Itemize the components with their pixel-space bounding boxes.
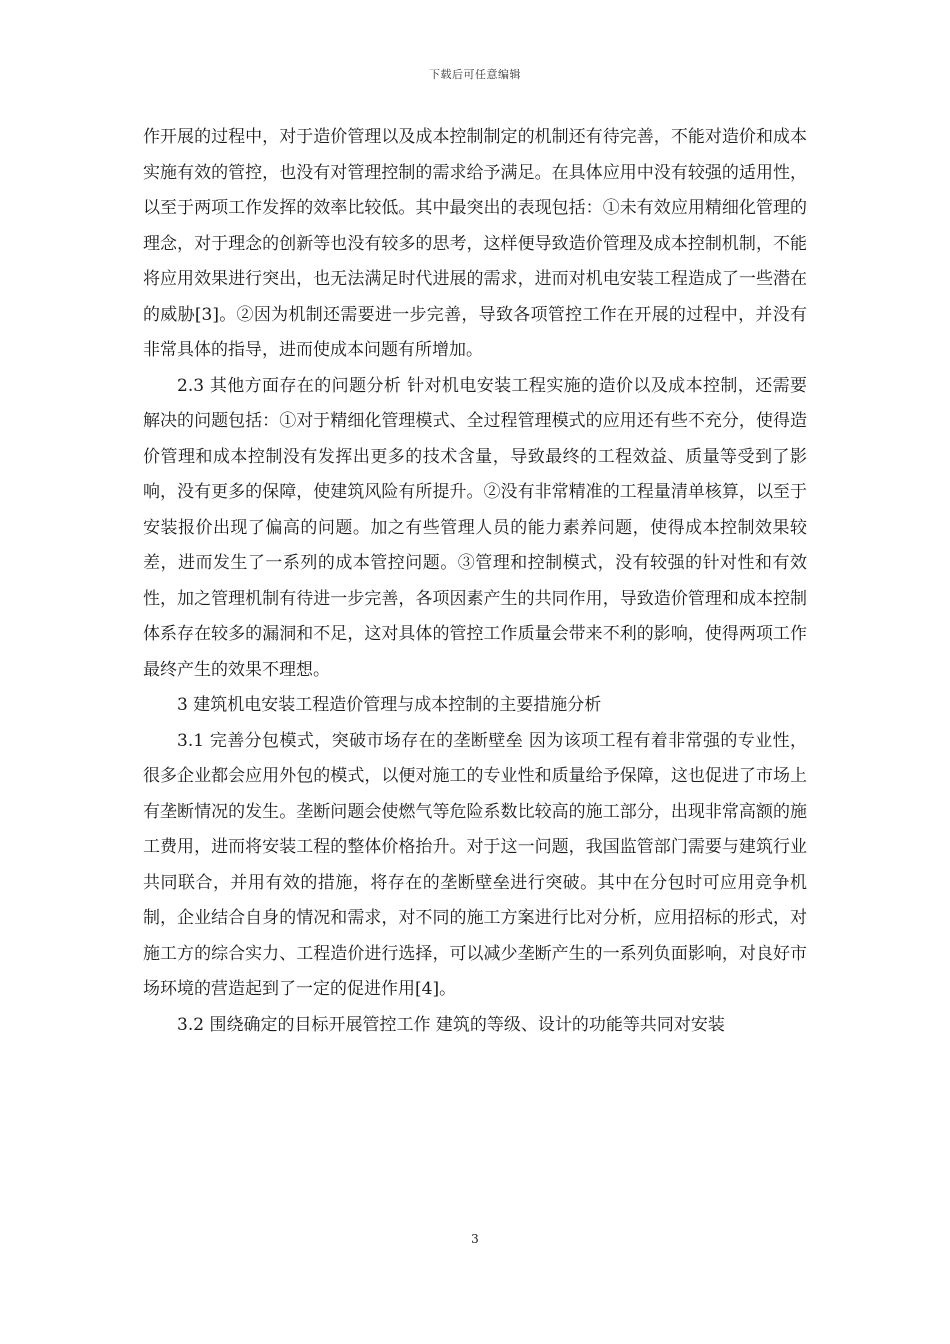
page-number: 3	[471, 1232, 479, 1246]
paragraph-section-2-3: 2.3 其他方面存在的问题分析 针对机电安装工程实施的造价以及成本控制，还需要解决的问题包括：①对于精细化管理模式、全过程管理模式的应用还有些不充分，使得造价管理和成本控制没有发挥出更多的技术含量，导致最终的工程效益、质量等受到了影响，没有更多的保障，使建筑风险有所提升。②没有非常精准的工程量清单核算，以至于安装报价出现了偏高的问题。加之有些管理人员的能力素养问题，使得成本控制效果较差，进而发生了一系列的成本管控问题。③管理和控制模式，没有较强的针对性和有效性，加之管理机制有待进一步完善，各项因素产生的共同作用，导致造价管理和成本控制体系存在较多的漏洞和不足，这对具体的管控工作质量会带来不利的影响，使得两项工作最终产生的效果不理想。	[143, 375, 807, 680]
paragraph-section-3-2: 3.2 围绕确定的目标开展管控工作 建筑的等级、设计的功能等共同对安装	[177, 1014, 725, 1035]
section-heading-3: 3 建筑机电安装工程造价管理与成本控制的主要措施分析	[177, 695, 602, 715]
paragraph-continuation: 作开展的过程中，对于造价管理以及成本控制制定的机制还有待完善，不能对造价和成本实施有效的管控，也没有对管理控制的需求给予满足。在具体应用中没有较强的适用性，以至于两项工作发挥的效率比较低。其中最突出的表现包括：①未有效应用精细化管理的理念，对于理念的创新等也没有较多的思考，这样便导致造价管理及成本控制机制，不能将应用效果进行突出，也无法满足时代进展的需求，进而对机电安装工程造成了一些潜在的威胁[3]。②因为机制还需要进一步完善，导致各项管控工作在开展的过程中，并没有非常具体的指导，进而使成本问题有所增加。	[143, 127, 807, 360]
document-body	[143, 120, 807, 1043]
paragraph-section-3-1: 3.1 完善分包模式，突破市场存在的垄断壁垒 因为该项工程有着非常强的专业性，很多企业都会应用外包的模式，以便对施工的专业性和质量给予保障，这也促进了市场上有垄断情况的发生。垄断问题会使燃气等危险系数比较高的施工部分，出现非常高额的施工费用，进而将安装工程的整体价格抬升。对于这一问题，我国监管部门需要与建筑行业共同联合，并用有效的措施，将存在的垄断壁垒进行突破。其中在分包时可应用竞争机制，企业结合自身的情况和需求，对不同的施工方案进行比对分析，应用招标的形式，对施工方的综合实力、工程造价进行选择，可以减少垄断产生的一系列负面影响，对良好市场环境的营造起到了一定的促进作用[4]。	[143, 730, 807, 999]
page-header: 下载后可任意编辑	[429, 68, 521, 81]
